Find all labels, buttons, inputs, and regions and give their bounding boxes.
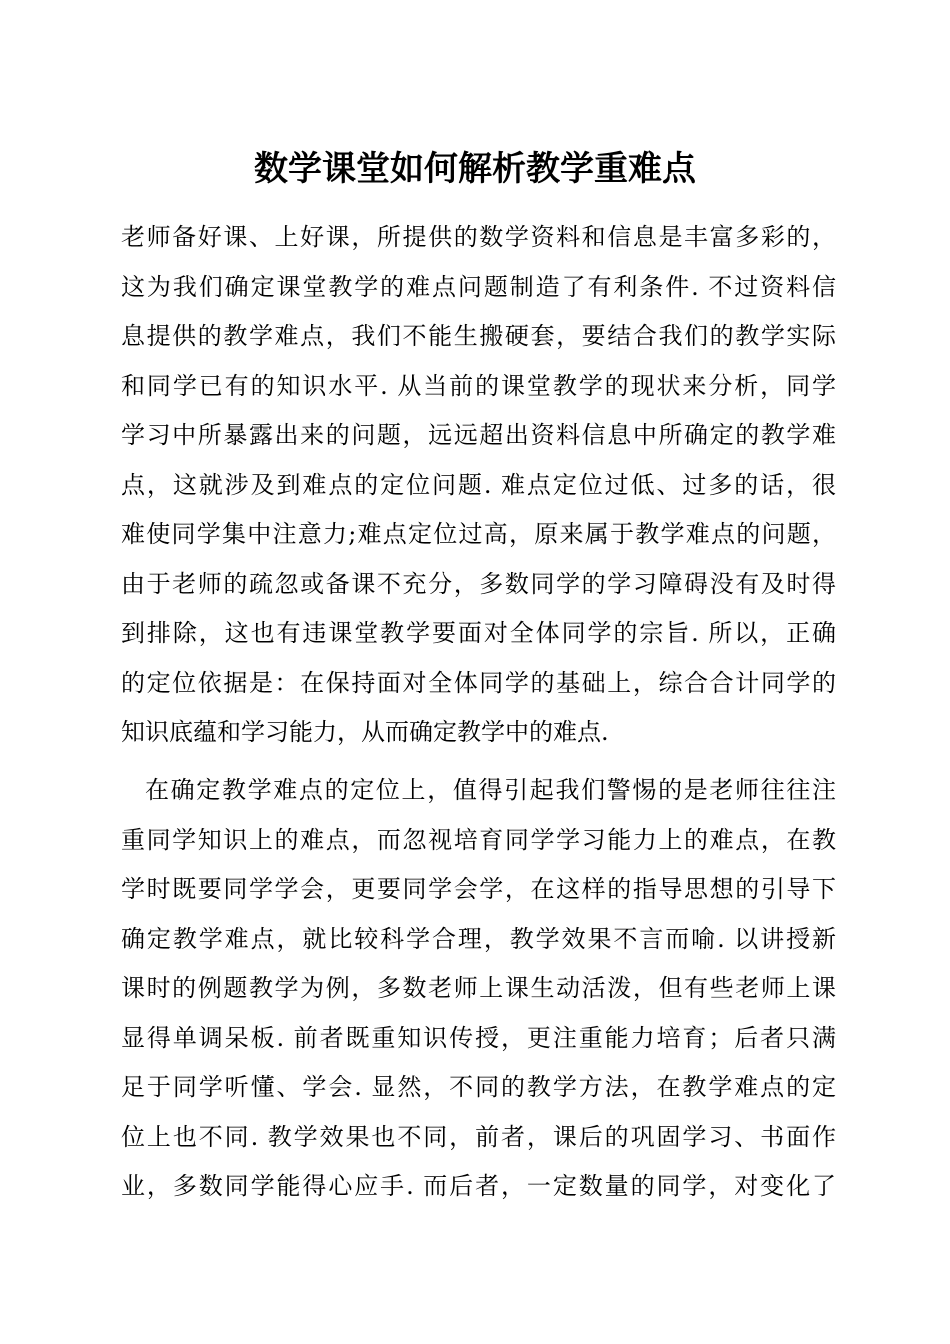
text-line: 位上也不同. 教学效果也不同，前者，课后的巩固学习、书面作 (121, 1122, 836, 1151)
text-line: 息提供的教学难点，我们不能生搬硬套，要结合我们的教学实际 (121, 322, 836, 350)
text-line: 确定教学难点，就比较科学合理，教学效果不言而喻. 以讲授新 (121, 924, 836, 953)
text-line: 业，多数同学能得心应手. 而后者，一定数量的同学，对变化了 (121, 1172, 836, 1200)
text-line: 足于同学听懂、学会. 显然，不同的教学方法，在教学难点的定 (121, 1073, 836, 1101)
paragraph-1 (121, 213, 836, 758)
text-line: 到排除，这也有违课堂教学要面对全体同学的宗旨. 所以，正确 (121, 619, 836, 647)
text-line: 老师备好课、上好课，所提供的数学资料和信息是丰富多彩的， (121, 223, 836, 251)
document-title: 数学课堂如何解析教学重难点 (254, 149, 696, 189)
text-line: 在确定教学难点的定位上，值得引起我们警惕的是老师往往注 (145, 776, 836, 804)
text-line: 知识底蕴和学习能力，从而确定教学中的难点. (121, 718, 609, 746)
text-line: 重同学知识上的难点，而忽视培育同学学习能力上的难点，在教 (121, 825, 836, 854)
text-line: 的定位依据是：在保持面对全体同学的基础上，综合合计同学的 (121, 668, 836, 697)
text-line: 这为我们确定课堂教学的难点问题制造了有利条件. 不过资料信 (121, 272, 836, 301)
text-line: 和同学已有的知识水平. 从当前的课堂教学的现状来分析，同学 (121, 371, 836, 400)
text-line: 学习中所暴露出来的问题，远远超出资料信息中所确定的教学难 (121, 421, 836, 449)
text-line: 由于老师的疏忽或备课不充分，多数同学的学习障碍没有及时得 (121, 569, 836, 598)
text-line: 学时既要同学学会，更要同学会学，在这样的指导思想的引导下 (121, 875, 836, 903)
text-line: 课时的例题教学为例，多数老师上课生动活泼，但有些老师上课 (121, 974, 836, 1002)
paragraph-2 (121, 766, 836, 1212)
text-line: 显得单调呆板. 前者既重知识传授，更注重能力培育；后者只满 (121, 1023, 836, 1052)
text-line: 点，这就涉及到难点的定位问题. 难点定位过低、过多的话，很 (121, 470, 836, 499)
text-line: 难使同学集中注意力;难点定位过高，原来属于教学难点的问题， (121, 520, 836, 548)
